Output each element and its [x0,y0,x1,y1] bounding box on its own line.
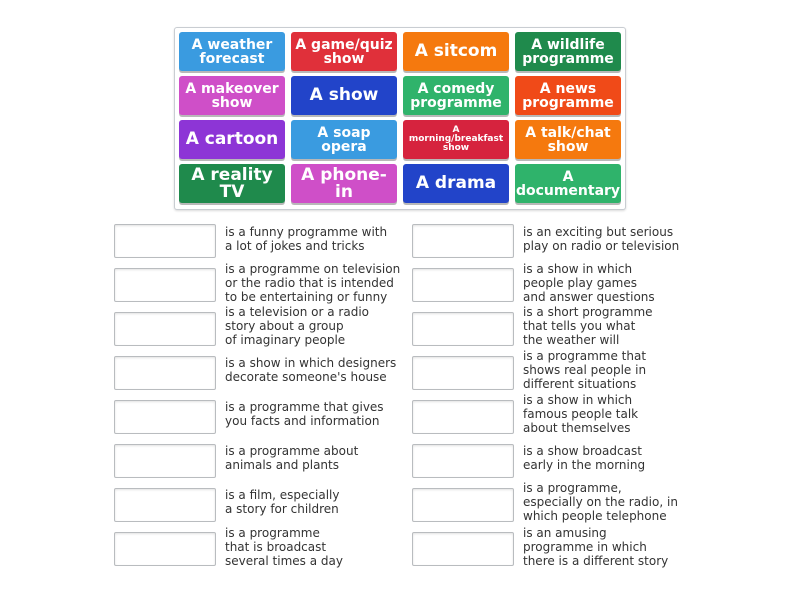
drop-slot[interactable] [412,356,514,390]
definition-text: is a film, especially a story for children [225,488,340,516]
tile-label: A documentary [515,168,621,199]
definition-text: is a show in which people play games and answer questions [523,262,655,304]
definition-text: is a show broadcast early in the morning [523,444,646,472]
tile-sitcom[interactable] [403,32,509,71]
tile-label: A drama [415,173,497,193]
definition-text: is a programme that shows real people in different situations [523,349,647,391]
tile-label: A sitcom [414,41,498,61]
tile-label: A soap opera [317,124,371,155]
drop-slot[interactable] [114,224,216,258]
definition-text: is a television or a radio story about a group of imaginary people [225,305,369,347]
definition-text: is a programme that gives you facts and information [225,400,384,428]
tile-show[interactable] [291,76,397,115]
drop-slot[interactable] [412,400,514,434]
tile-reality-tv[interactable] [179,164,285,203]
tile-soap-opera[interactable] [291,120,397,159]
definition-text: is a short programme that tells you what the weather will [523,305,653,347]
drop-slot[interactable] [114,488,216,522]
tile-label: A comedy programme [410,80,502,111]
drop-slot[interactable] [114,400,216,434]
tile-label: A news programme [522,80,614,111]
drop-slot[interactable] [412,224,514,258]
definition-text: is a show in which famous people talk about themselves [523,393,639,435]
tile-weather-forecast[interactable] [179,32,285,71]
tile-label: A game/quiz show [295,36,393,67]
tile-makeover-show[interactable] [179,76,285,115]
tile-wildlife-programme[interactable] [515,32,621,71]
definition-text: is a programme about animals and plants [225,444,359,472]
drop-slot[interactable] [114,268,216,302]
tile-label: A talk/chat show [525,124,611,155]
tile-label: A makeover show [185,80,279,111]
tile-talk-chat-show[interactable] [515,120,621,159]
tile-news-programme[interactable] [515,76,621,115]
tile-comedy-programme[interactable] [403,76,509,115]
drop-slot[interactable] [412,268,514,302]
tile-label: A morning/breakfast show [408,125,504,153]
tile-documentary[interactable] [515,164,621,203]
drop-slot[interactable] [114,532,216,566]
definition-text: is a programme that is broadcast several times a day [225,526,343,568]
tile-label: A phone-in [301,164,387,202]
tile-phone-in[interactable] [291,164,397,203]
definition-text: is an exciting but serious play on radio or television [523,225,680,253]
definition-text: is a show in which designers decorate someone's house [225,356,397,384]
drop-slot[interactable] [412,444,514,478]
tile-drama[interactable] [403,164,509,203]
definition-text: is a funny programme with a lot of jokes and tricks [225,225,388,253]
tile-game-quiz-show[interactable] [291,32,397,71]
tile-morning-breakfast-show[interactable] [403,120,509,159]
definition-text: is an amusing programme in which there is a different story [523,526,669,568]
drop-slot[interactable] [114,444,216,478]
drop-slot[interactable] [412,532,514,566]
definition-text: is a programme on television or the radio that is intended to be entertaining or funny [225,262,401,304]
drop-slot[interactable] [114,312,216,346]
tile-label: A show [309,85,379,105]
tile-label: A wildlife programme [522,36,614,67]
drop-slot[interactable] [412,312,514,346]
drop-slot[interactable] [412,488,514,522]
tile-cartoon[interactable] [179,120,285,159]
drop-slot[interactable] [114,356,216,390]
answer-tile-bank [174,27,626,210]
tile-label: A reality TV [191,164,273,202]
tile-label: A cartoon [185,129,279,149]
definition-text: is a programme, especially on the radio, in which people telephone [523,481,678,523]
tile-label: A weather forecast [191,36,273,67]
